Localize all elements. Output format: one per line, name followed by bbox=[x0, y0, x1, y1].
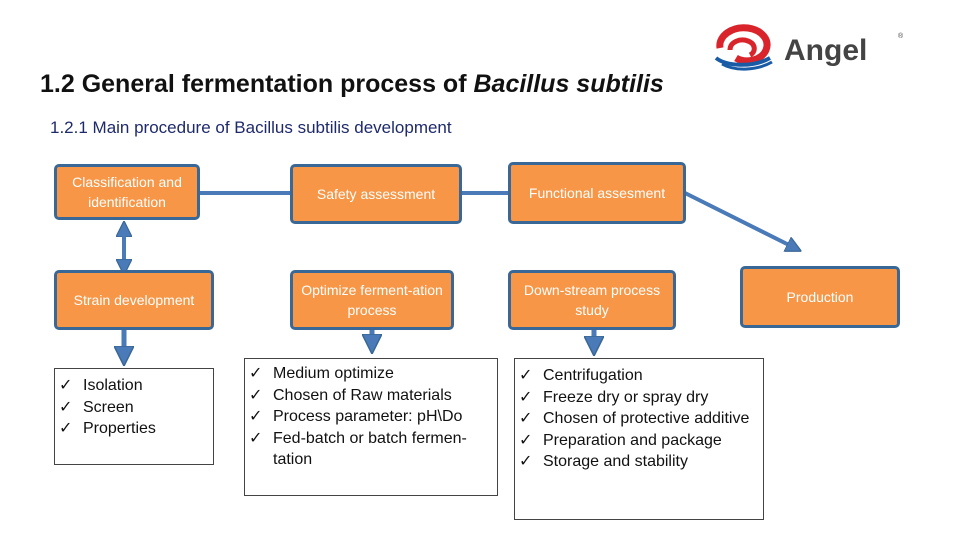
logo-registered-mark: ® bbox=[898, 33, 904, 40]
check-icon: ✓ bbox=[519, 431, 533, 449]
check-icon: ✓ bbox=[519, 410, 533, 427]
list-item bbox=[515, 451, 763, 473]
list-item bbox=[55, 375, 213, 397]
check-icon: ✓ bbox=[249, 408, 263, 425]
list-item-text: Medium optimize bbox=[273, 365, 394, 382]
list-item bbox=[515, 430, 763, 452]
check-icon: ✓ bbox=[519, 367, 533, 384]
check-icon: ✓ bbox=[249, 386, 263, 404]
check-icon: ✓ bbox=[519, 453, 533, 470]
list-item-text: Isolation bbox=[83, 377, 143, 394]
list-item bbox=[245, 406, 497, 428]
box-safety-assessment: Safety assessment bbox=[290, 164, 462, 224]
check-icon: ✓ bbox=[249, 429, 263, 447]
check-icon: ✓ bbox=[519, 388, 533, 406]
arrow-to-production bbox=[685, 193, 795, 248]
list-item bbox=[245, 428, 497, 471]
list-item-text: Chosen of Raw materials bbox=[273, 386, 452, 404]
list-item bbox=[515, 408, 763, 430]
title-italic-text: Bacillus subtilis bbox=[473, 70, 664, 98]
box-strain-development: Strain development bbox=[54, 270, 214, 330]
list-item bbox=[55, 418, 213, 440]
box-classification: Classification and identification bbox=[54, 164, 200, 220]
check-icon: ✓ bbox=[59, 377, 73, 394]
check-icon: ✓ bbox=[59, 420, 73, 437]
list-item bbox=[245, 385, 497, 407]
title-text: 1.2 General fermentation process of bbox=[40, 70, 474, 98]
list-item-text: Preparation and package bbox=[543, 431, 722, 449]
list-item-text: Storage and stability bbox=[543, 453, 688, 470]
box-downstream-process: Down-stream process study bbox=[508, 270, 676, 330]
list-item bbox=[245, 363, 497, 385]
list-item bbox=[515, 387, 763, 409]
list-optimize-steps bbox=[244, 358, 498, 496]
list-item bbox=[55, 397, 213, 419]
list-item-text: Chosen of protective additive bbox=[543, 410, 750, 427]
list-item-text: Fed-batch or batch fermen-tation bbox=[273, 429, 467, 468]
check-icon: ✓ bbox=[59, 398, 73, 416]
check-icon: ✓ bbox=[249, 365, 263, 382]
list-item-text: Screen bbox=[83, 398, 134, 416]
logo-text: Angel bbox=[784, 34, 868, 67]
list-item-text: Centrifugation bbox=[543, 367, 643, 384]
box-functional-assessment: Functional assesment bbox=[508, 162, 686, 224]
section-subtitle: 1.2.1 Main procedure of Bacillus subtilis development bbox=[50, 118, 452, 137]
list-strain-steps bbox=[54, 368, 214, 465]
list-downstream-steps bbox=[514, 358, 764, 520]
list-item-text: Freeze dry or spray dry bbox=[543, 388, 709, 406]
list-item bbox=[515, 365, 763, 387]
list-item-text: Properties bbox=[83, 420, 156, 437]
box-production: Production bbox=[740, 266, 900, 328]
list-item-text: Process parameter: pH\Do bbox=[273, 408, 463, 425]
box-optimize-fermentation: Optimize ferment-ation process bbox=[290, 270, 454, 330]
